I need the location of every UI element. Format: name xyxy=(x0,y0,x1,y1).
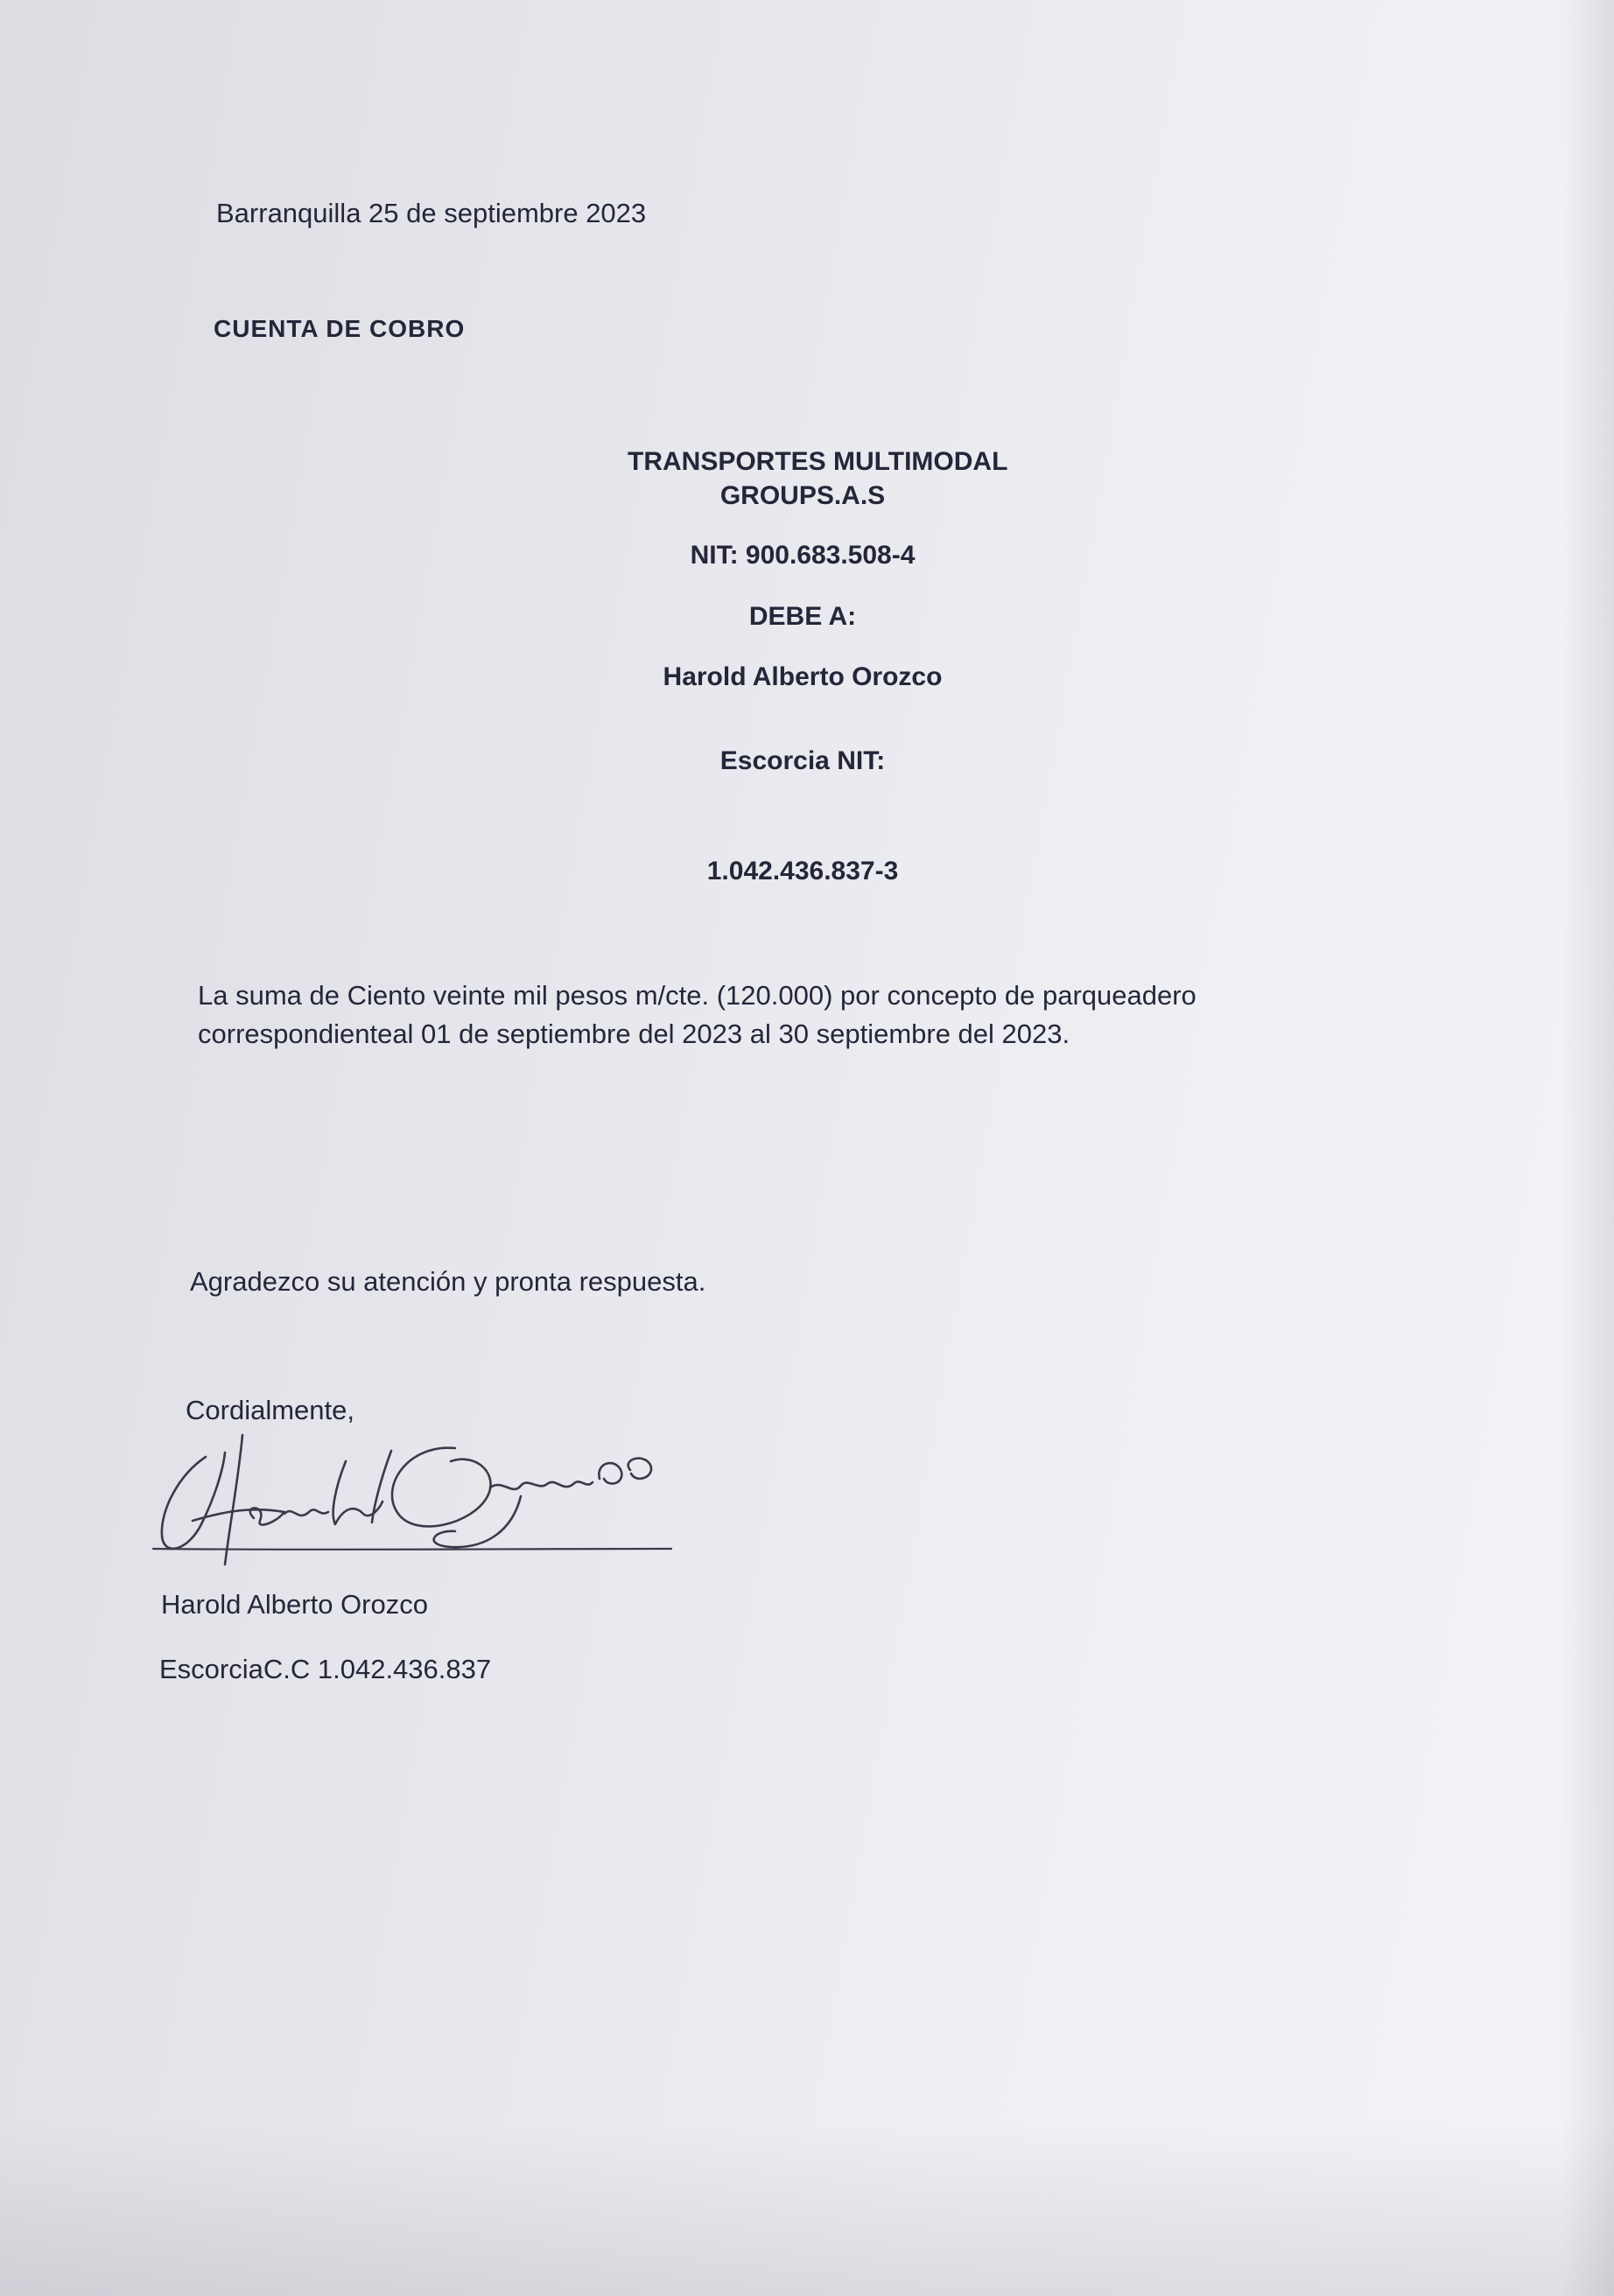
signer-name: Harold Alberto Orozco xyxy=(161,1589,428,1620)
body-line-2: correspondienteal 01 de septiembre del 2023 al 30 septiembre del 2023. xyxy=(198,1018,1070,1049)
creditor-nit: 1.042.436.837-3 xyxy=(706,857,899,886)
closing-text: Cordialmente, xyxy=(186,1395,354,1425)
page-edge-shadow xyxy=(1561,0,1614,2296)
page-shadow xyxy=(0,2121,1614,2296)
debtor-nit: NIT: 900.683.508-4 xyxy=(690,541,916,570)
thanks-text: Agradezco su atención y pronta respuesta. xyxy=(190,1266,706,1297)
owes-label: DEBE A: xyxy=(748,602,857,631)
debtor-name-line2: GROUPS.A.S xyxy=(719,481,886,510)
place-date: Barranquilla 25 de septiembre 2023 xyxy=(216,198,647,228)
creditor-name-continued: Escorcia NIT: xyxy=(719,746,886,775)
body-line-1: La suma de Ciento veinte mil pesos m/cte. (120.000) por concepto de parqueadero xyxy=(198,980,1196,1011)
signer-id: EscorciaC.C 1.042.436.837 xyxy=(159,1654,492,1684)
debtor-name-line1: TRANSPORTES MULTIMODAL xyxy=(628,447,1008,476)
document-title: CUENTA DE COBRO xyxy=(214,315,466,342)
handwritten-signature xyxy=(144,1426,687,1575)
creditor-name: Harold Alberto Orozco xyxy=(663,662,943,691)
